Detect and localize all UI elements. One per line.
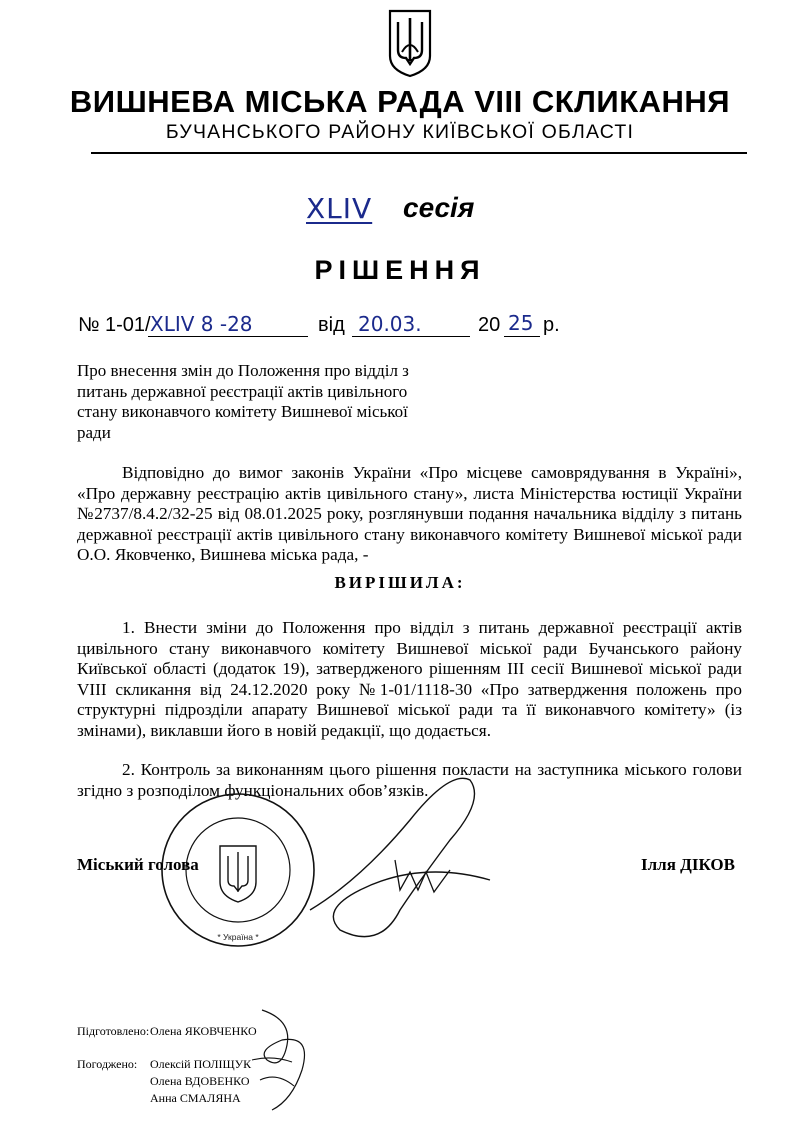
preamble-paragraph: Відповідно до вимог законів України «Про місцеве самоврядування в Україні», «Про державну реєстрацію актів цивільного стану», листа Міністерства юстиції України №2737/8.4.2/32-25 від 08.01.2025 року, розглянувши подання начальника відділу з питань державної реєстрації актів цивільного стану виконавчого комітету Вишневої міської ради О.О. Яковченко, Вишнева міська рада, - [77, 463, 742, 565]
resolution-item-1: 1. Внести зміни до Положення про відділ з питань державної реєстрації актів цивільного стану виконавчого комітету Вишневої міської ради Бучанського району Київської області (додаток 19), затвердженого рішенням III сесії Вишневої міської ради VIII скликання від 24.12.2020 року №1-01/1118-30 «Про затвердження положень про структурні підрозділи апарату Вишневої міської ради та її виконавчого комітету» (із змінами), виклавши його в новій редакції, що додається. [77, 618, 742, 740]
agreed-label: Погоджено: [77, 1057, 138, 1071]
approval-signatures [232, 1000, 332, 1120]
decision-number-line [148, 336, 308, 337]
date-label: від [318, 314, 345, 336]
coat-of-arms-icon [386, 8, 434, 78]
agreed-name: Олексій ПОЛІЩУК [150, 1057, 252, 1071]
decision-title: РІШЕННЯ [314, 255, 486, 285]
prepared-name: Олена ЯКОВЧЕНКО [150, 1024, 257, 1038]
council-subtitle: БУЧАНСЬКОГО РАЙОНУ КИЇВСЬКОЇ ОБЛАСТІ [165, 121, 635, 143]
mayor-name: Ілля ДІКОВ [641, 855, 735, 874]
year-suffix: р. [543, 314, 560, 336]
year-line [504, 336, 540, 337]
decision-subject: Про внесення змін до Положення про відділ з питань державної реєстрації актів цивільного стану виконавчого комітету Вишневої міської ради [77, 361, 409, 442]
date-handwritten: 20.03. [358, 312, 422, 336]
session-number-handwritten: XLIV [306, 192, 373, 225]
mayor-signature [300, 760, 500, 960]
mayor-title: Міський голова [77, 855, 199, 874]
svg-text:* Україна *: * Україна * [217, 932, 259, 942]
date-line [352, 336, 470, 337]
resolved-heading: ВИРІШИЛА: [334, 573, 466, 592]
decision-number-prefix: № 1-01/ [78, 314, 151, 336]
header-divider [91, 152, 747, 154]
prepared-label: Підготовлено: [77, 1024, 150, 1038]
year-prefix: 20 [478, 314, 501, 336]
agreed-name: Анна СМАЛЯНА [150, 1091, 241, 1105]
year-handwritten: 25 [508, 311, 534, 335]
resolution-item-2: 2. Контроль за виконанням цього рішення покласти на заступника міського голови згідно з розподілом функціональних обов’язків. [77, 760, 742, 800]
agreed-name: Олена ВДОВЕНКО [150, 1074, 250, 1088]
decision-number-handwritten: XLIV 8 -28 [150, 312, 253, 336]
council-title: ВИШНЕВА МІСЬКА РАДА VIII СКЛИКАННЯ [69, 84, 731, 119]
session-label: сесія [403, 192, 475, 223]
